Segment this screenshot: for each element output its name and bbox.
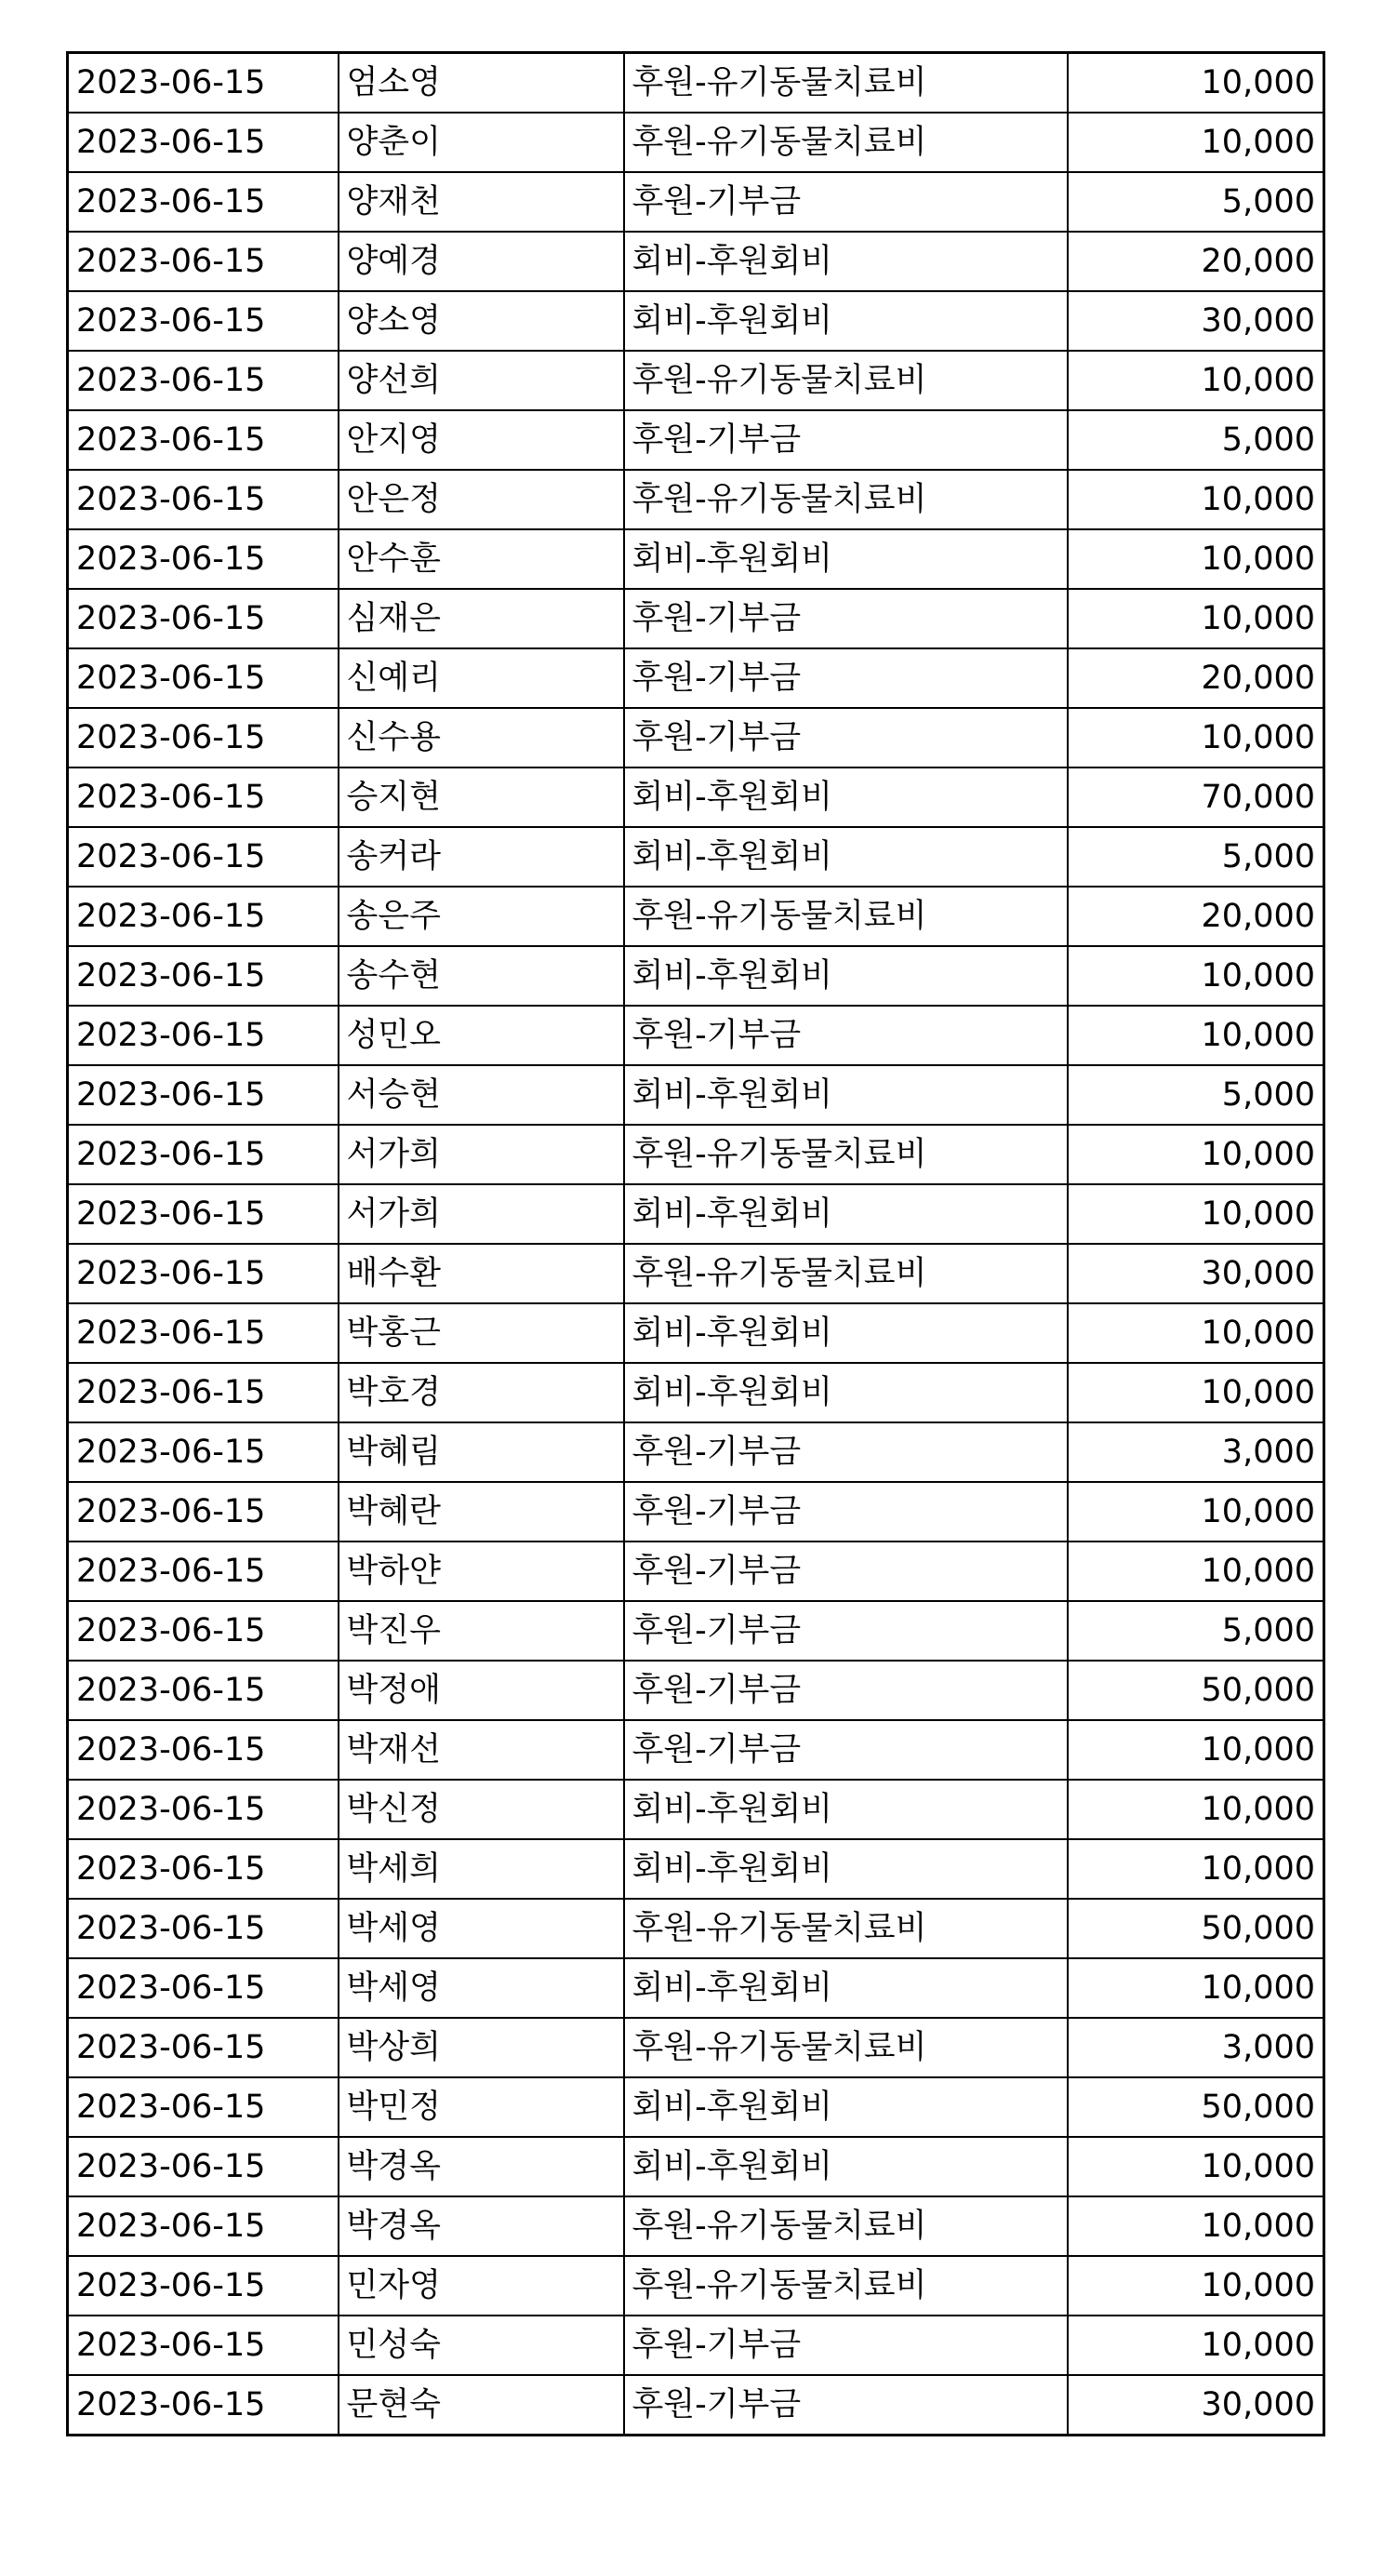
date-cell: 2023-06-15 bbox=[68, 1542, 339, 1601]
amount-cell: 10,000 bbox=[1068, 1542, 1324, 1601]
amount-cell: 3,000 bbox=[1068, 2018, 1324, 2077]
donor-name-cell: 박세희 bbox=[339, 1839, 624, 1899]
amount-cell: 30,000 bbox=[1068, 291, 1324, 351]
amount-cell: 10,000 bbox=[1068, 2256, 1324, 2316]
category-cell: 회비-후원회비 bbox=[624, 767, 1068, 827]
amount-cell: 10,000 bbox=[1068, 2137, 1324, 2196]
category-cell: 후원-기부금 bbox=[624, 1482, 1068, 1542]
table-row bbox=[68, 1661, 1324, 1720]
category-cell: 후원-기부금 bbox=[624, 1601, 1068, 1661]
donor-name-cell: 박세영 bbox=[339, 1958, 624, 2018]
donor-name-cell: 승지현 bbox=[339, 767, 624, 827]
table-row bbox=[68, 827, 1324, 887]
category-cell: 후원-기부금 bbox=[624, 172, 1068, 232]
donor-name-cell: 양재천 bbox=[339, 172, 624, 232]
category-cell: 회비-후원회비 bbox=[624, 291, 1068, 351]
amount-cell: 10,000 bbox=[1068, 1006, 1324, 1065]
donor-name-cell: 안지영 bbox=[339, 410, 624, 470]
donor-name-cell: 심재은 bbox=[339, 589, 624, 648]
donor-name-cell: 양선희 bbox=[339, 351, 624, 410]
table-row bbox=[68, 1780, 1324, 1839]
amount-cell: 10,000 bbox=[1068, 1482, 1324, 1542]
category-cell: 회비-후원회비 bbox=[624, 946, 1068, 1006]
donor-name-cell: 송커라 bbox=[339, 827, 624, 887]
category-cell: 후원-기부금 bbox=[624, 1720, 1068, 1780]
amount-cell: 10,000 bbox=[1068, 1958, 1324, 2018]
table-row bbox=[68, 1958, 1324, 2018]
category-cell: 후원-유기동물치료비 bbox=[624, 2256, 1068, 2316]
date-cell: 2023-06-15 bbox=[68, 53, 339, 113]
donation-ledger-table bbox=[66, 51, 1325, 2436]
table-row bbox=[68, 410, 1324, 470]
amount-cell: 20,000 bbox=[1068, 232, 1324, 291]
donor-name-cell: 송은주 bbox=[339, 887, 624, 946]
amount-cell: 10,000 bbox=[1068, 529, 1324, 589]
table-row bbox=[68, 1006, 1324, 1065]
date-cell: 2023-06-15 bbox=[68, 1899, 339, 1958]
donor-name-cell: 박혜란 bbox=[339, 1482, 624, 1542]
category-cell: 회비-후원회비 bbox=[624, 529, 1068, 589]
date-cell: 2023-06-15 bbox=[68, 351, 339, 410]
donor-name-cell: 서승현 bbox=[339, 1065, 624, 1125]
donor-name-cell: 민성숙 bbox=[339, 2316, 624, 2375]
table-row bbox=[68, 2256, 1324, 2316]
date-cell: 2023-06-15 bbox=[68, 1006, 339, 1065]
donor-name-cell: 배수환 bbox=[339, 1244, 624, 1303]
donor-name-cell: 안은정 bbox=[339, 470, 624, 529]
table-row bbox=[68, 1363, 1324, 1422]
category-cell: 회비-후원회비 bbox=[624, 1363, 1068, 1422]
table-row bbox=[68, 1542, 1324, 1601]
donor-name-cell: 서가희 bbox=[339, 1125, 624, 1184]
table-row bbox=[68, 2316, 1324, 2375]
category-cell: 회비-후원회비 bbox=[624, 1958, 1068, 2018]
amount-cell: 10,000 bbox=[1068, 589, 1324, 648]
date-cell: 2023-06-15 bbox=[68, 2077, 339, 2137]
date-cell: 2023-06-15 bbox=[68, 1244, 339, 1303]
amount-cell: 50,000 bbox=[1068, 2077, 1324, 2137]
amount-cell: 20,000 bbox=[1068, 887, 1324, 946]
amount-cell: 10,000 bbox=[1068, 1720, 1324, 1780]
category-cell: 후원-유기동물치료비 bbox=[624, 351, 1068, 410]
amount-cell: 10,000 bbox=[1068, 351, 1324, 410]
donor-name-cell: 민자영 bbox=[339, 2256, 624, 2316]
amount-cell: 50,000 bbox=[1068, 1899, 1324, 1958]
amount-cell: 20,000 bbox=[1068, 648, 1324, 708]
category-cell: 회비-후원회비 bbox=[624, 1839, 1068, 1899]
date-cell: 2023-06-15 bbox=[68, 1065, 339, 1125]
date-cell: 2023-06-15 bbox=[68, 1601, 339, 1661]
date-cell: 2023-06-15 bbox=[68, 1780, 339, 1839]
table-row bbox=[68, 2077, 1324, 2137]
category-cell: 회비-후원회비 bbox=[624, 2077, 1068, 2137]
table-row bbox=[68, 1065, 1324, 1125]
donor-name-cell: 박경옥 bbox=[339, 2137, 624, 2196]
date-cell: 2023-06-15 bbox=[68, 2256, 339, 2316]
date-cell: 2023-06-15 bbox=[68, 172, 339, 232]
ledger-body bbox=[68, 53, 1324, 2436]
table-row bbox=[68, 1720, 1324, 1780]
table-row bbox=[68, 1482, 1324, 1542]
category-cell: 후원-유기동물치료비 bbox=[624, 1899, 1068, 1958]
category-cell: 후원-유기동물치료비 bbox=[624, 1244, 1068, 1303]
date-cell: 2023-06-15 bbox=[68, 1363, 339, 1422]
table-row bbox=[68, 1244, 1324, 1303]
category-cell: 회비-후원회비 bbox=[624, 827, 1068, 887]
category-cell: 후원-유기동물치료비 bbox=[624, 2018, 1068, 2077]
date-cell: 2023-06-15 bbox=[68, 2018, 339, 2077]
donor-name-cell: 엄소영 bbox=[339, 53, 624, 113]
donor-name-cell: 박재선 bbox=[339, 1720, 624, 1780]
donor-name-cell: 문현숙 bbox=[339, 2375, 624, 2436]
table-row bbox=[68, 887, 1324, 946]
amount-cell: 5,000 bbox=[1068, 172, 1324, 232]
category-cell: 후원-기부금 bbox=[624, 648, 1068, 708]
table-row bbox=[68, 232, 1324, 291]
donor-name-cell: 박경옥 bbox=[339, 2196, 624, 2256]
category-cell: 회비-후원회비 bbox=[624, 1184, 1068, 1244]
amount-cell: 50,000 bbox=[1068, 1661, 1324, 1720]
date-cell: 2023-06-15 bbox=[68, 589, 339, 648]
date-cell: 2023-06-15 bbox=[68, 708, 339, 767]
ledger-sheet bbox=[66, 51, 1323, 2436]
table-row bbox=[68, 113, 1324, 172]
table-row bbox=[68, 1601, 1324, 1661]
donor-name-cell: 박신정 bbox=[339, 1780, 624, 1839]
date-cell: 2023-06-15 bbox=[68, 1482, 339, 1542]
amount-cell: 5,000 bbox=[1068, 410, 1324, 470]
table-row bbox=[68, 351, 1324, 410]
date-cell: 2023-06-15 bbox=[68, 2375, 339, 2436]
date-cell: 2023-06-15 bbox=[68, 113, 339, 172]
category-cell: 후원-기부금 bbox=[624, 2316, 1068, 2375]
table-row bbox=[68, 1899, 1324, 1958]
category-cell: 회비-후원회비 bbox=[624, 1780, 1068, 1839]
category-cell: 후원-기부금 bbox=[624, 1542, 1068, 1601]
donor-name-cell: 박정애 bbox=[339, 1661, 624, 1720]
donor-name-cell: 박하얀 bbox=[339, 1542, 624, 1601]
date-cell: 2023-06-15 bbox=[68, 648, 339, 708]
category-cell: 회비-후원회비 bbox=[624, 1065, 1068, 1125]
table-row bbox=[68, 2196, 1324, 2256]
date-cell: 2023-06-15 bbox=[68, 2196, 339, 2256]
amount-cell: 10,000 bbox=[1068, 113, 1324, 172]
table-row bbox=[68, 589, 1324, 648]
table-row bbox=[68, 946, 1324, 1006]
category-cell: 후원-유기동물치료비 bbox=[624, 887, 1068, 946]
category-cell: 후원-유기동물치료비 bbox=[624, 2196, 1068, 2256]
category-cell: 후원-기부금 bbox=[624, 1006, 1068, 1065]
category-cell: 후원-기부금 bbox=[624, 410, 1068, 470]
category-cell: 후원-유기동물치료비 bbox=[624, 113, 1068, 172]
amount-cell: 3,000 bbox=[1068, 1422, 1324, 1482]
amount-cell: 5,000 bbox=[1068, 1601, 1324, 1661]
category-cell: 후원-기부금 bbox=[624, 1661, 1068, 1720]
date-cell: 2023-06-15 bbox=[68, 529, 339, 589]
category-cell: 후원-기부금 bbox=[624, 708, 1068, 767]
amount-cell: 10,000 bbox=[1068, 53, 1324, 113]
amount-cell: 30,000 bbox=[1068, 1244, 1324, 1303]
table-row bbox=[68, 53, 1324, 113]
table-row bbox=[68, 1125, 1324, 1184]
amount-cell: 5,000 bbox=[1068, 1065, 1324, 1125]
donor-name-cell: 양춘이 bbox=[339, 113, 624, 172]
donor-name-cell: 신수용 bbox=[339, 708, 624, 767]
donor-name-cell: 서가희 bbox=[339, 1184, 624, 1244]
date-cell: 2023-06-15 bbox=[68, 1422, 339, 1482]
amount-cell: 10,000 bbox=[1068, 1839, 1324, 1899]
amount-cell: 10,000 bbox=[1068, 470, 1324, 529]
table-row bbox=[68, 172, 1324, 232]
donor-name-cell: 송수현 bbox=[339, 946, 624, 1006]
category-cell: 후원-유기동물치료비 bbox=[624, 53, 1068, 113]
table-row bbox=[68, 1303, 1324, 1363]
donor-name-cell: 성민오 bbox=[339, 1006, 624, 1065]
date-cell: 2023-06-15 bbox=[68, 291, 339, 351]
table-row bbox=[68, 1422, 1324, 1482]
amount-cell: 10,000 bbox=[1068, 946, 1324, 1006]
donor-name-cell: 신예리 bbox=[339, 648, 624, 708]
donor-name-cell: 박호경 bbox=[339, 1363, 624, 1422]
category-cell: 후원-기부금 bbox=[624, 589, 1068, 648]
amount-cell: 10,000 bbox=[1068, 1184, 1324, 1244]
donor-name-cell: 박진우 bbox=[339, 1601, 624, 1661]
amount-cell: 10,000 bbox=[1068, 1125, 1324, 1184]
donor-name-cell: 안수훈 bbox=[339, 529, 624, 589]
date-cell: 2023-06-15 bbox=[68, 827, 339, 887]
table-row bbox=[68, 291, 1324, 351]
amount-cell: 5,000 bbox=[1068, 827, 1324, 887]
donor-name-cell: 박민정 bbox=[339, 2077, 624, 2137]
date-cell: 2023-06-15 bbox=[68, 410, 339, 470]
date-cell: 2023-06-15 bbox=[68, 887, 339, 946]
date-cell: 2023-06-15 bbox=[68, 2316, 339, 2375]
table-row bbox=[68, 2137, 1324, 2196]
category-cell: 회비-후원회비 bbox=[624, 232, 1068, 291]
amount-cell: 10,000 bbox=[1068, 1363, 1324, 1422]
table-row bbox=[68, 648, 1324, 708]
donor-name-cell: 박혜림 bbox=[339, 1422, 624, 1482]
table-row bbox=[68, 529, 1324, 589]
category-cell: 후원-유기동물치료비 bbox=[624, 470, 1068, 529]
amount-cell: 10,000 bbox=[1068, 2196, 1324, 2256]
category-cell: 후원-유기동물치료비 bbox=[624, 1125, 1068, 1184]
date-cell: 2023-06-15 bbox=[68, 232, 339, 291]
category-cell: 회비-후원회비 bbox=[624, 1303, 1068, 1363]
table-row bbox=[68, 708, 1324, 767]
table-row bbox=[68, 2375, 1324, 2436]
category-cell: 회비-후원회비 bbox=[624, 2137, 1068, 2196]
date-cell: 2023-06-15 bbox=[68, 1839, 339, 1899]
date-cell: 2023-06-15 bbox=[68, 1958, 339, 2018]
date-cell: 2023-06-15 bbox=[68, 1720, 339, 1780]
date-cell: 2023-06-15 bbox=[68, 767, 339, 827]
donor-name-cell: 양예경 bbox=[339, 232, 624, 291]
date-cell: 2023-06-15 bbox=[68, 2137, 339, 2196]
table-row bbox=[68, 470, 1324, 529]
table-row bbox=[68, 1184, 1324, 1244]
donor-name-cell: 박홍근 bbox=[339, 1303, 624, 1363]
amount-cell: 30,000 bbox=[1068, 2375, 1324, 2436]
table-row bbox=[68, 1839, 1324, 1899]
donor-name-cell: 박상희 bbox=[339, 2018, 624, 2077]
amount-cell: 10,000 bbox=[1068, 708, 1324, 767]
date-cell: 2023-06-15 bbox=[68, 1661, 339, 1720]
date-cell: 2023-06-15 bbox=[68, 946, 339, 1006]
amount-cell: 70,000 bbox=[1068, 767, 1324, 827]
table-row bbox=[68, 767, 1324, 827]
donor-name-cell: 박세영 bbox=[339, 1899, 624, 1958]
donor-name-cell: 양소영 bbox=[339, 291, 624, 351]
date-cell: 2023-06-15 bbox=[68, 470, 339, 529]
amount-cell: 10,000 bbox=[1068, 1303, 1324, 1363]
date-cell: 2023-06-15 bbox=[68, 1184, 339, 1244]
category-cell: 후원-기부금 bbox=[624, 2375, 1068, 2436]
date-cell: 2023-06-15 bbox=[68, 1125, 339, 1184]
table-row bbox=[68, 2018, 1324, 2077]
amount-cell: 10,000 bbox=[1068, 1780, 1324, 1839]
category-cell: 후원-기부금 bbox=[624, 1422, 1068, 1482]
amount-cell: 10,000 bbox=[1068, 2316, 1324, 2375]
date-cell: 2023-06-15 bbox=[68, 1303, 339, 1363]
